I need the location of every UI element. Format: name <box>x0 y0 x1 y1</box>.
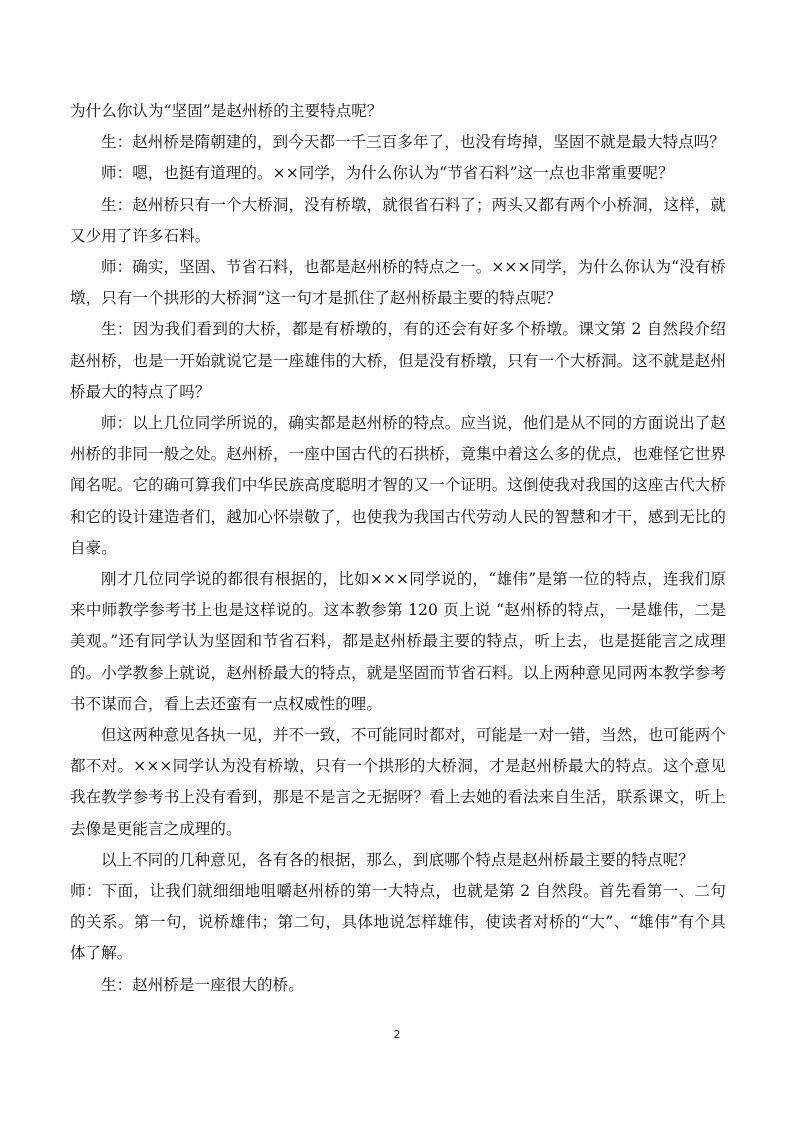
paragraph-differing-opinions: 但这两种意见各执一见，并不一致，不可能同时都对，可能是一对一错，当然，也可能两个都不对。×××同学认为没有桥墩，只有一个拱形的大桥洞，才是赵州桥最大的特点。这个意见我在教学参考书上没有看到，那是不是言之无据呀？看上去她的看法来自生活，联系课文，听上去像是更能言之成理的。 <box>70 726 726 838</box>
paragraph-teacher-summary: 师：以上几位同学所说的，确实都是赵州桥的特点。应当说，他们是从不同的方面说出了赵州桥的非同一般之处。赵州桥，一座中国古代的石拱桥，竟集中着这么多的优点，也难怪它世界闻名呢。它的确可算我们中华民族高度聪明才智的又一个证明。这倒使我对我国的这座古代大桥和它的设计建造者们，越加心怀崇敬了，也使我为我国古代劳动人民的智慧和才干，感到无比的自豪。 <box>70 414 726 557</box>
paragraph-continuation: 为什么你认为“坚固”是赵州桥的主要特点呢？ <box>70 102 383 120</box>
page-number: 2 <box>393 1028 401 1041</box>
paragraph-student-answer-sturdy: 生：赵州桥是隋朝建的，到今天都一千三百多年了，也没有垮掉，坚固不就是最大特点吗？ <box>101 133 726 152</box>
paragraph-teacher-section-two: 师：下面，让我们就细细地咀嚼赵州桥的第一大特点，也就是第 2 自然段。首先看第一、二句的关系。第一句，说桥雄伟；第二句，具体地说怎样雄伟，使读者对桥的“大”、“雄伟”有个具体了解。 <box>70 882 726 963</box>
paragraph-reference-books: 刚才几位同学说的都很有根据的，比如×××同学说的，“雄伟”是第一位的特点，连我们原来中师教学参考书上也是这样说的。这本教参第 120 页上说 “赵州桥的特点，一是雄伟，二是美观。”还有同学认为坚固和节省石料，都是赵州桥最主要的特点，听上去，也是挺能言之成理的。小学教参上就说，赵州桥最大的特点，就是坚固而节省石料。以上两种意见同两本教学参考书不谋而合，看上去还蛮有一点权威性的哩。 <box>70 570 726 713</box>
paragraph-question: 以上不同的几种意见，各有各的根据，那么，到底哪个特点是赵州桥最主要的特点呢？ <box>101 850 694 869</box>
paragraph-student-big-bridge: 生：赵州桥是一座很大的桥。 <box>101 975 304 994</box>
paragraph-teacher-question-arch: 师：确实，坚固、节省石料，也都是赵州桥的特点之一。×××同学，为什么你认为“没有桥墩，只有一个拱形的大桥洞”这一句才是抓住了赵州桥最主要的特点呢？ <box>70 258 726 308</box>
document-body <box>70 96 726 1001</box>
paragraph-student-answer-material: 生：赵州桥只有一个大桥洞，没有桥墩，就很省石料了；两头又都有两个小桥洞，这样，就又少用了许多石料。 <box>70 195 726 245</box>
paragraph-teacher-question-material: 师：嗯，也挺有道理的。××同学，为什么你认为“节省石料”这一点也非常重要呢？ <box>101 164 674 183</box>
paragraph-student-answer-arch: 生：因为我们看到的大桥，都是有桥墩的，有的还会有好多个桥墩。课文第 2 自然段介绍赵州桥，也是一开始就说它是一座雄伟的大桥，但是没有桥墩，只有一个大桥洞。这不就是赵州桥最大的特点了吗？ <box>70 320 726 401</box>
